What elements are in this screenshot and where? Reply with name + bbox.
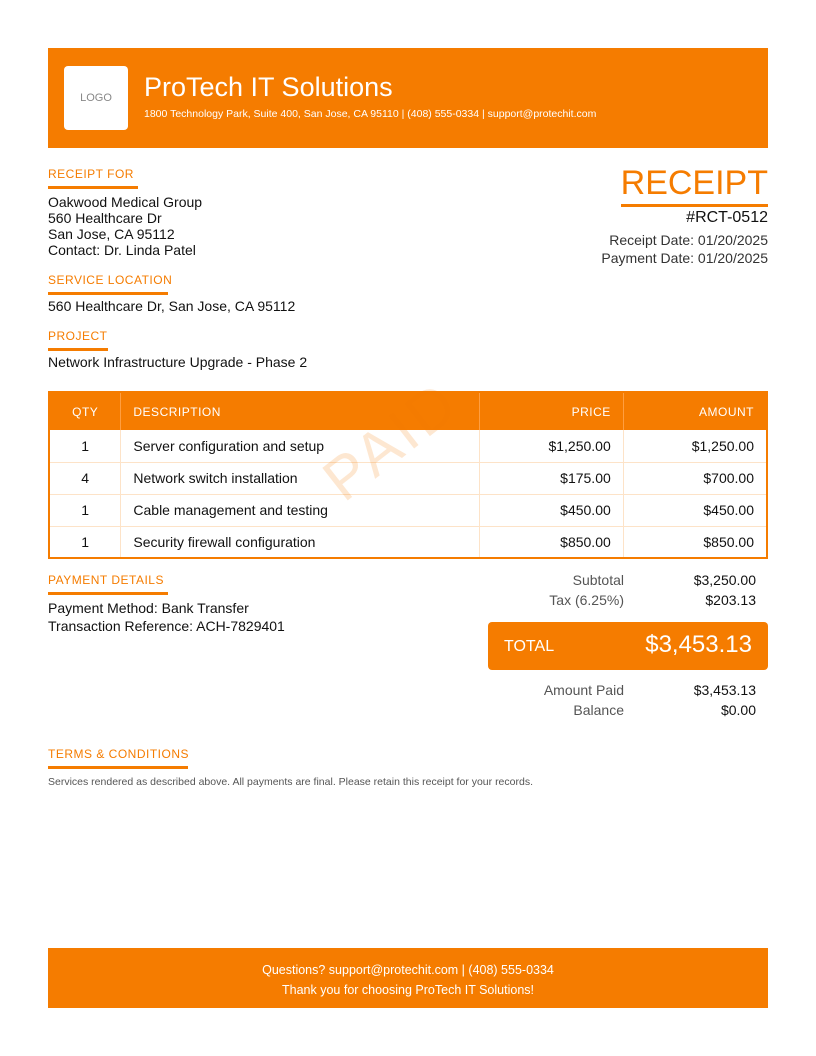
customer-address-street: 560 Healthcare Dr: [48, 210, 162, 226]
receipt-number: #RCT-0512: [686, 209, 768, 226]
service-location-value: 560 Healthcare Dr, San Jose, CA 95112: [48, 298, 296, 314]
terms-label: TERMS & CONDITIONS: [48, 747, 188, 769]
row-qty: 1: [49, 526, 121, 558]
row-description: Security firewall configuration: [121, 526, 480, 558]
table-row: [49, 526, 767, 558]
company-header: [48, 48, 768, 148]
company-contact: 1800 Technology Park, Suite 400, San Jose, CA 95110 | (408) 555-0334 | support@protechit.com: [144, 108, 597, 120]
balance-value: $0.00: [720, 702, 756, 718]
row-description: Network switch installation: [121, 462, 480, 494]
project-value: Network Infrastructure Upgrade - Phase 2: [48, 354, 308, 370]
payment-method: Payment Method: Bank Transfer: [48, 600, 249, 616]
tax-label: Tax (6.25%): [549, 592, 624, 608]
header-amount: AMOUNT: [699, 404, 754, 419]
header-price: PRICE: [480, 392, 624, 430]
transaction-reference: Transaction Reference: ACH-7829401: [48, 618, 285, 634]
footer-thanks: Thank you for choosing ProTech IT Solutions!: [282, 983, 534, 997]
table-row: [49, 494, 767, 526]
customer-contact: Contact: Dr. Linda Patel: [48, 242, 196, 258]
receipt-date-value: 01/20/2025: [697, 232, 768, 248]
row-amount: $450.00: [623, 494, 767, 526]
company-logo: LOGO: [64, 66, 128, 130]
terms-text: Services rendered as described above. All payments are final. Please retain this receipt for your records.: [48, 776, 533, 788]
subtotal-label: Subtotal: [572, 572, 624, 588]
amount-paid-value: $3,453.13: [693, 682, 756, 698]
payment-details-label: PAYMENT DETAILS: [48, 573, 168, 595]
row-description: Server configuration and setup: [121, 430, 480, 462]
footer-contact: Questions? support@protechit.com | (408) 555-0334: [262, 963, 554, 977]
receipt-date-label: Receipt Date:: [609, 232, 695, 248]
table-row: [49, 430, 767, 462]
table-header-row: [49, 392, 767, 430]
row-description: Cable management and testing: [121, 494, 480, 526]
row-price: $1,250.00: [480, 430, 624, 462]
row-price: $450.00: [480, 494, 624, 526]
tax-value: $203.13: [705, 592, 756, 608]
amount-paid-label: Amount Paid: [543, 682, 624, 698]
row-price: $175.00: [480, 462, 624, 494]
receipt-title: RECEIPT: [621, 164, 768, 207]
row-qty: 4: [49, 462, 121, 494]
customer-address-city: San Jose, CA 95112: [48, 226, 175, 242]
total-label: TOTAL: [504, 638, 555, 655]
total-box: [488, 622, 768, 670]
receipt-for-label: RECEIPT FOR: [48, 167, 138, 189]
footer: [48, 948, 768, 1008]
row-amount: $1,250.00: [623, 430, 767, 462]
header-description: DESCRIPTION: [121, 392, 480, 430]
payment-date-row: [601, 250, 768, 266]
line-items-table: [48, 391, 768, 559]
paid-watermark: PAID: [310, 367, 472, 514]
receipt-date-row: [609, 232, 768, 248]
project-label: PROJECT: [48, 329, 108, 351]
row-qty: 1: [49, 430, 121, 462]
row-amount: $700.00: [623, 462, 767, 494]
balance-label: Balance: [573, 702, 624, 718]
row-price: $850.00: [480, 526, 624, 558]
company-name: ProTech IT Solutions: [144, 72, 393, 102]
payment-date-value: 01/20/2025: [697, 250, 768, 266]
table-row: [49, 462, 767, 494]
row-qty: 1: [49, 494, 121, 526]
header-qty: QTY: [49, 392, 121, 430]
customer-name: Oakwood Medical Group: [48, 194, 203, 210]
service-location-label: SERVICE LOCATION: [48, 273, 168, 295]
subtotal-value: $3,250.00: [693, 572, 756, 588]
total-value: $3,453.13: [645, 631, 752, 658]
payment-date-label: Payment Date:: [601, 250, 695, 266]
row-amount: $850.00: [703, 533, 754, 550]
